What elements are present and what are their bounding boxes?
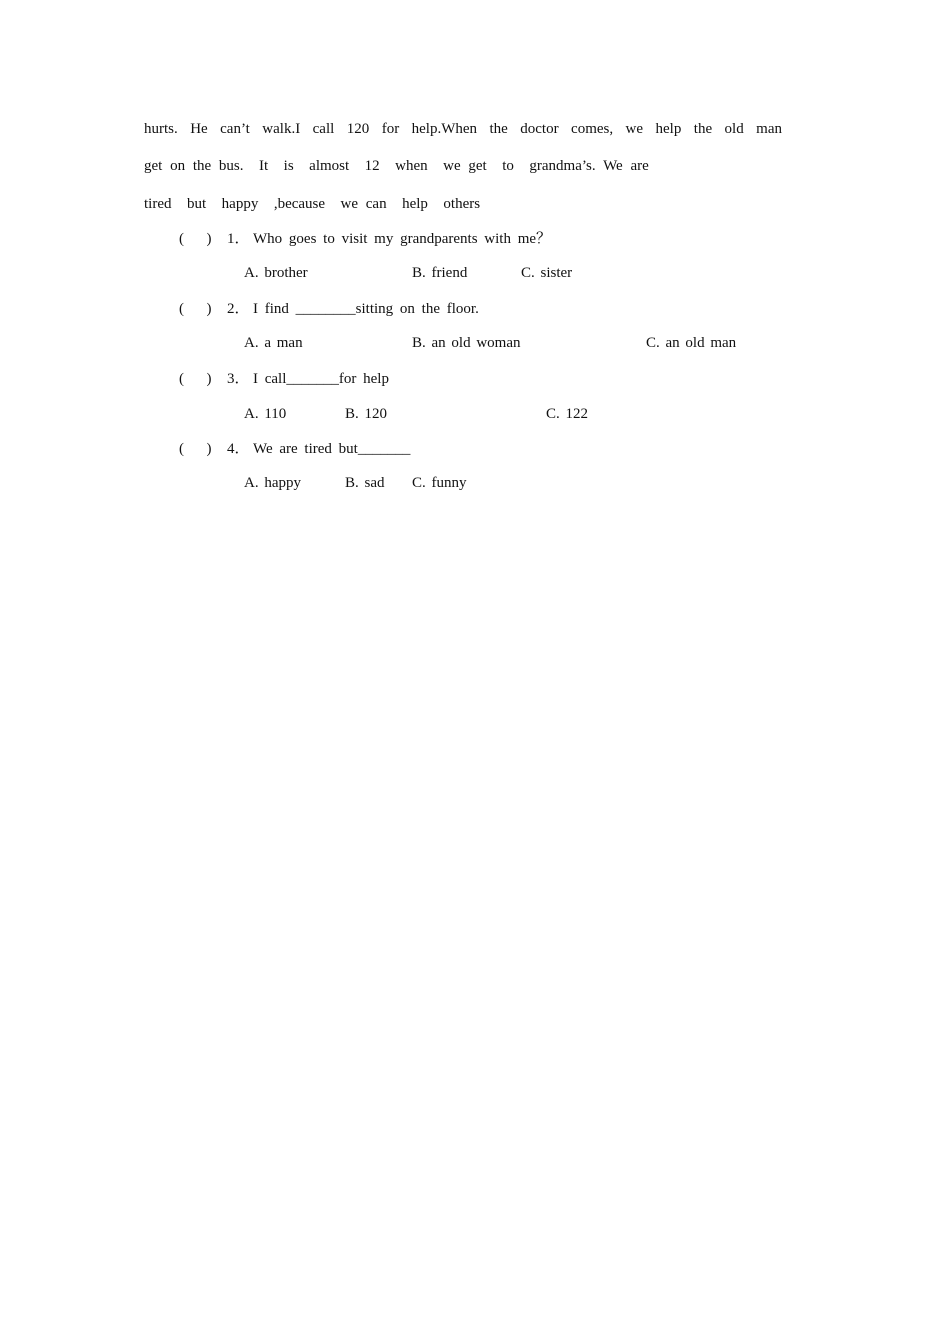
option-2b[interactable]: B. an old woman bbox=[412, 335, 521, 351]
question-number-3: 3． bbox=[227, 371, 250, 387]
question-number-4: 4． bbox=[227, 441, 250, 457]
answer-blank-4[interactable]: ( ) bbox=[179, 441, 212, 457]
option-4b[interactable]: B. sad bbox=[345, 475, 385, 491]
option-4c[interactable]: C. funny bbox=[412, 475, 467, 491]
question-text-2: I find ________sitting on the floor. bbox=[253, 301, 479, 317]
option-3c[interactable]: C. 122 bbox=[546, 406, 589, 422]
option-3a[interactable]: A. 110 bbox=[244, 406, 287, 422]
option-2a[interactable]: A. a man bbox=[244, 335, 303, 351]
option-2c[interactable]: C. an old man bbox=[646, 335, 737, 351]
passage-line-3: tired but happy ,because we can help others bbox=[144, 196, 481, 212]
passage-line-1: hurts. He can’t walk.I call 120 for help.When the doctor comes, we help the old man bbox=[144, 121, 782, 137]
option-3b[interactable]: B. 120 bbox=[345, 406, 388, 422]
answer-blank-1[interactable]: ( ) bbox=[179, 231, 212, 247]
option-1c[interactable]: C. sister bbox=[521, 265, 573, 281]
option-4a[interactable]: A. happy bbox=[244, 475, 301, 491]
passage-line-2: get on the bus. It is almost 12 when we get to grandma’s. We are bbox=[144, 158, 649, 174]
answer-blank-2[interactable]: ( ) bbox=[179, 301, 212, 317]
option-1b[interactable]: B. friend bbox=[412, 265, 468, 281]
answer-blank-3[interactable]: ( ) bbox=[179, 371, 212, 387]
question-number-1: 1． bbox=[227, 231, 250, 247]
option-1a[interactable]: A. brother bbox=[244, 265, 308, 281]
question-text-4: We are tired but_______ bbox=[253, 441, 411, 457]
question-number-2: 2． bbox=[227, 301, 250, 317]
question-text-3: I call_______for help bbox=[253, 371, 389, 387]
question-text-1: Who goes to visit my grandparents with me？ bbox=[253, 231, 552, 247]
